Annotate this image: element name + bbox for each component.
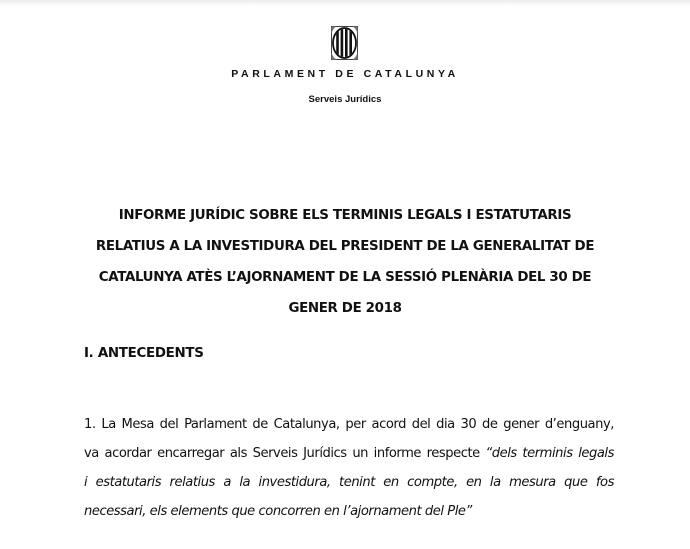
title-line: INFORME JURÍDIC SOBRE ELS TERMINIS LEGALS I ESTATUTARIS [118, 208, 572, 223]
quoted-text: necessari, els elements que concorren en l’ajornament del Ple” [84, 504, 472, 519]
document-title [80, 200, 610, 324]
paragraph-line [84, 410, 614, 439]
department-name: Serveis Jurídics [308, 94, 382, 105]
organization-name: PARLAMENT DE CATALUNYA [231, 68, 459, 80]
plain-text: va acordar encarregar als Serveis Jurídics un informe respecte [84, 446, 486, 461]
plain-text: 1. La Mesa del Parlament de Catalunya, per acord del dia 30 de gener d’enguany, [84, 417, 614, 432]
paragraph-line [84, 468, 614, 497]
title-line: RELATIUS A LA INVESTIDURA DEL PRESIDENT DE LA GENERALITAT DE [95, 239, 595, 254]
quoted-text: i estatutaris relatius a la investidura, tenint en compte, en la mesura que fos [84, 475, 614, 490]
top-edge-shadow [0, 0, 690, 6]
section-heading: I. ANTECEDENTS [84, 346, 204, 361]
quoted-text: “dels terminis legals [485, 446, 614, 461]
parlament-emblem-icon [331, 26, 358, 60]
paragraph-line [84, 439, 614, 468]
title-line: GENER DE 2018 [288, 301, 402, 316]
title-line: CATALUNYA ATÈS L’AJORNAMENT DE LA SESSIÓ PLENÀRIA DEL 30 DE [98, 270, 592, 285]
paragraph-1 [84, 410, 614, 526]
paragraph-line [84, 497, 614, 526]
